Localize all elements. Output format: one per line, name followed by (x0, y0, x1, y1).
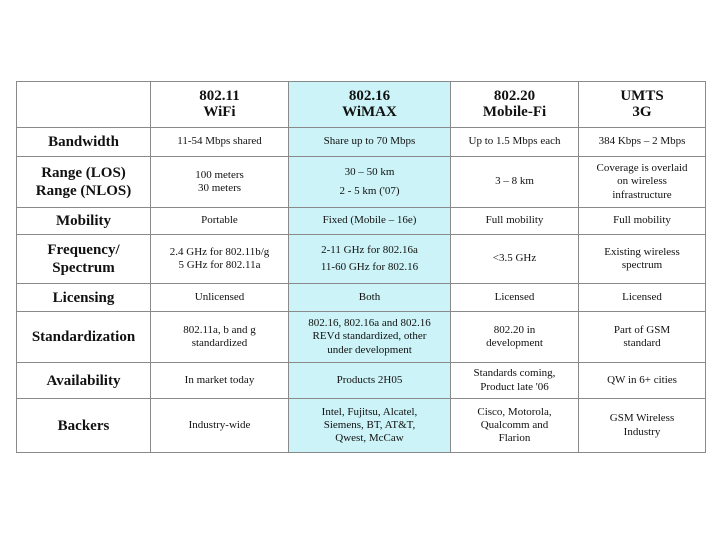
cell-backers-mobile-fi-line3: Flarion (498, 432, 531, 445)
row-label-frequency-line1: Frequency/ (47, 242, 120, 258)
cell-licensing-wifi: Unlicensed (151, 284, 289, 312)
cell-range-wimax-los: 30 – 50 km (344, 165, 395, 178)
table-row-availability (17, 363, 706, 399)
table-row-mobility (17, 208, 706, 235)
cell-standardization-umts (579, 312, 706, 363)
row-label-mobility: Mobility (17, 208, 151, 235)
header-wifi (151, 82, 289, 128)
header-umts (579, 82, 706, 128)
row-label-standardization: Standardization (17, 312, 151, 363)
header-row (17, 82, 706, 128)
cell-frequency-umts-line2: spectrum (621, 259, 663, 271)
header-mobile-fi-standard: 802.20 (493, 87, 536, 104)
cell-range-umts-line3: infrastructure (612, 188, 672, 201)
header-wifi-standard: 802.11 (199, 87, 240, 104)
cell-frequency-wifi (151, 235, 289, 284)
header-umts-standard: UMTS (620, 87, 664, 104)
cell-range-wimax (289, 157, 451, 208)
table-row-backers (17, 399, 706, 453)
cell-range-umts-line1: Coverage is overlaid (596, 162, 688, 175)
cell-bandwidth-wifi: 11-54 Mbps shared (151, 128, 289, 157)
cell-licensing-mobile-fi: Licensed (451, 284, 579, 312)
cell-frequency-wimax-line2: 11-60 GHz for 802.16 (320, 261, 419, 273)
cell-bandwidth-wimax: Share up to 70 Mbps (289, 128, 451, 157)
cell-backers-mobile-fi-line2: Qualcomm and (480, 418, 549, 431)
row-label-bandwidth: Bandwidth (17, 128, 151, 157)
cell-standardization-wifi-line2: standardized (191, 337, 248, 349)
cell-standardization-wimax-line1: 802.16, 802.16a and 802.16 (308, 317, 431, 330)
header-mobile-fi-name: Mobile-Fi (482, 103, 547, 120)
header-wimax-standard: 802.16 (348, 87, 391, 104)
cell-backers-wimax-line3: Qwest, McCaw (335, 432, 404, 445)
cell-licensing-wimax: Both (289, 284, 451, 312)
header-umts-name: 3G (632, 103, 652, 120)
cell-availability-wifi: In market today (151, 363, 289, 399)
row-label-frequency-line2: Spectrum (52, 260, 115, 276)
cell-mobility-mobile-fi: Full mobility (451, 208, 579, 235)
cell-standardization-wimax-line2: REVd standardized, other (312, 330, 427, 343)
cell-backers-umts (579, 399, 706, 453)
cell-availability-mobile-fi-line2: Product late '06 (480, 380, 549, 393)
cell-backers-wimax-line1: Intel, Fujitsu, Alcatel, (321, 405, 418, 418)
cell-backers-umts-line1: GSM Wireless (609, 412, 675, 425)
comparison-table-container (16, 81, 705, 453)
cell-frequency-wifi-line1: 2.4 GHz for 802.11b/g (169, 245, 270, 258)
table-row-licensing (17, 284, 706, 312)
cell-bandwidth-umts: 384 Kbps – 2 Mbps (579, 128, 706, 157)
row-label-range-los: Range (LOS) (41, 165, 126, 181)
table-row-frequency (17, 235, 706, 284)
cell-range-wifi-nlos: 30 meters (197, 182, 242, 194)
cell-range-wifi-los: 100 meters (195, 168, 244, 181)
cell-backers-wimax (289, 399, 451, 453)
cell-standardization-mobile-fi-line2: development (486, 337, 543, 349)
row-label-backers: Backers (17, 399, 151, 453)
cell-bandwidth-mobile-fi: Up to 1.5 Mbps each (451, 128, 579, 157)
header-wimax (289, 82, 451, 128)
cell-standardization-umts-line1: Part of GSM (613, 323, 671, 336)
header-wimax-name: WiMAX (342, 103, 397, 120)
cell-range-umts (579, 157, 706, 208)
cell-frequency-wimax-line1: 2-11 GHz for 802.16a (321, 243, 418, 256)
cell-frequency-wimax (289, 235, 451, 284)
header-wifi-name: WiFi (203, 103, 236, 120)
row-label-range-nlos: Range (NLOS) (35, 183, 132, 199)
cell-standardization-wimax (289, 312, 451, 363)
cell-range-umts-line2: on wireless (617, 175, 667, 188)
cell-availability-umts: QW in 6+ cities (579, 363, 706, 399)
cell-availability-wimax: Products 2H05 (289, 363, 451, 399)
cell-mobility-umts: Full mobility (579, 208, 706, 235)
table-row-standardization (17, 312, 706, 363)
cell-standardization-wifi-line1: 802.11a, b and g (183, 323, 256, 336)
cell-frequency-umts-line1: Existing wireless (604, 245, 680, 258)
cell-frequency-umts (579, 235, 706, 284)
corner-cell (17, 82, 151, 128)
cell-backers-mobile-fi (451, 399, 579, 453)
table-row-range (17, 157, 706, 208)
cell-mobility-wimax: Fixed (Mobile – 16e) (289, 208, 451, 235)
cell-backers-wifi: Industry-wide (151, 399, 289, 453)
cell-frequency-wifi-line2: 5 GHz for 802.11a (178, 259, 261, 271)
cell-backers-umts-line2: Industry (623, 425, 661, 438)
cell-range-wimax-nlos: 2 - 5 km ('07) (339, 185, 400, 197)
cell-backers-mobile-fi-line1: Cisco, Motorola, (477, 405, 552, 418)
cell-mobility-wifi: Portable (151, 208, 289, 235)
header-mobile-fi (451, 82, 579, 128)
cell-availability-mobile-fi (451, 363, 579, 399)
cell-range-mobile-fi: 3 – 8 km (451, 157, 579, 208)
table-row-bandwidth (17, 128, 706, 157)
row-label-availability: Availability (17, 363, 151, 399)
cell-standardization-wifi (151, 312, 289, 363)
cell-standardization-umts-line2: standard (623, 337, 661, 349)
cell-standardization-mobile-fi (451, 312, 579, 363)
cell-standardization-wimax-line3: under development (327, 343, 412, 356)
cell-frequency-mobile-fi: <3.5 GHz (451, 235, 579, 284)
cell-availability-mobile-fi-line1: Standards coming, (473, 367, 556, 380)
cell-licensing-umts: Licensed (579, 284, 706, 312)
cell-standardization-mobile-fi-line1: 802.20 in (493, 323, 536, 336)
row-label-frequency (17, 235, 151, 284)
row-label-licensing: Licensing (17, 284, 151, 312)
row-label-range (17, 157, 151, 208)
wireless-standards-comparison-table (16, 81, 706, 453)
cell-range-wifi (151, 157, 289, 208)
cell-backers-wimax-line2: Siemens, BT, AT&T, (323, 418, 416, 431)
